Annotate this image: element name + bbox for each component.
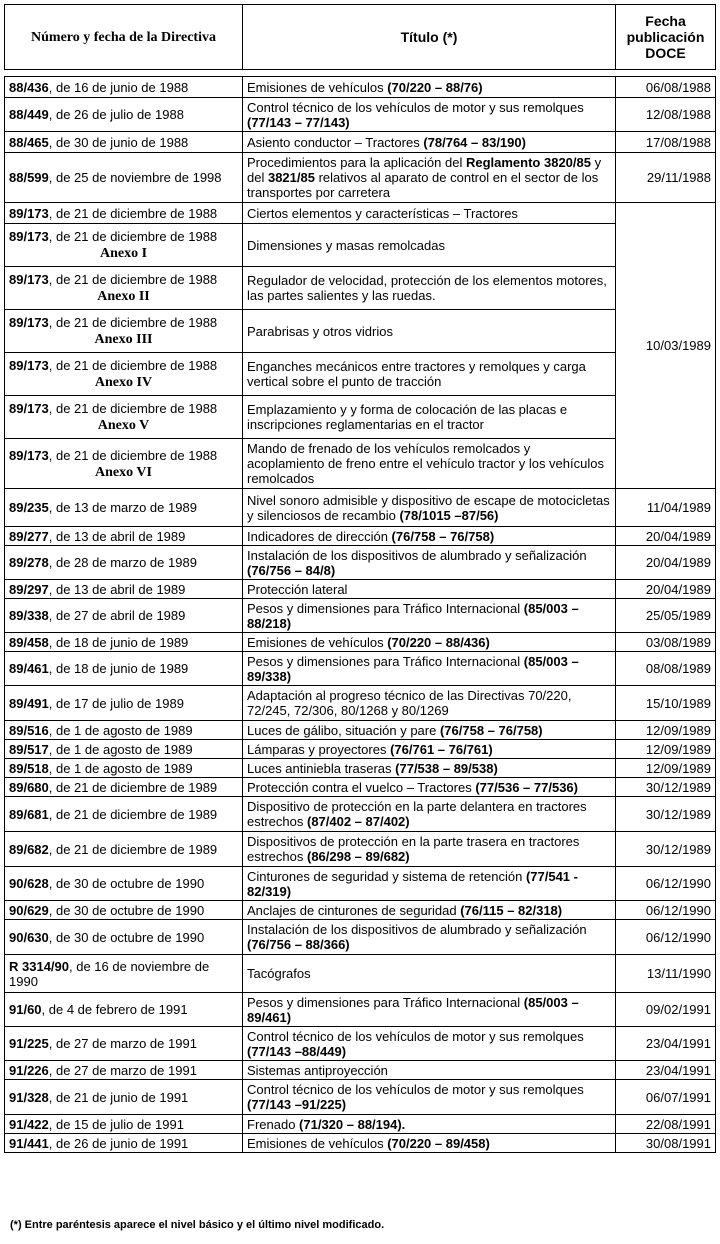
title-text: Lámparas y proyectores: [247, 741, 391, 757]
table-row: [5, 778, 716, 797]
title-reference: (77/538 – 89/538): [395, 760, 498, 776]
directive-code: 89/680: [9, 779, 49, 795]
directive-cell: [5, 132, 243, 153]
title-reference: (86/298 – 89/682): [306, 849, 410, 864]
title-cell: [243, 1080, 616, 1115]
directive-cell: [5, 310, 243, 353]
publication-date-cell: 20/04/1989: [616, 527, 716, 546]
title-reference: (77/143 – 77/143): [247, 114, 350, 130]
directive-date: , de 25 de noviembre de 1998: [48, 170, 222, 185]
directive-cell: [5, 580, 243, 599]
directive-code: 89/173: [9, 205, 49, 221]
title-text: Luces antiniebla traseras: [247, 760, 396, 776]
directive-date: , de 26 de julio de 1988: [48, 107, 184, 122]
table-row: [5, 1080, 716, 1115]
directive-code: 89/458: [9, 634, 49, 650]
title-reference: (76/756 – 84/8): [247, 562, 336, 578]
title-cell: [243, 721, 616, 740]
directive-cell: [5, 867, 243, 901]
directive-cell: [5, 652, 243, 686]
directive-code: 90/630: [9, 929, 49, 945]
title-cell: [243, 153, 616, 203]
directive-code: 89/173: [9, 447, 49, 463]
directive-date: , de 1 de agosto de 1989: [48, 741, 193, 757]
table-row: [5, 580, 716, 599]
directive-code: 91/441: [9, 1135, 49, 1151]
title-cell: [243, 1115, 616, 1134]
title-cell: [243, 832, 616, 867]
directive-cell: [5, 901, 243, 920]
directive-cell: [5, 686, 243, 721]
annex-label: Anexo V: [97, 418, 150, 433]
publication-date-cell: 22/08/1991: [616, 1115, 716, 1134]
table-row: [5, 721, 716, 740]
directives-body: [5, 77, 716, 1153]
directive-code: R 3314/90: [9, 958, 69, 974]
title-text: Tacógrafos: [247, 966, 311, 981]
table-row: [5, 1115, 716, 1134]
directive-code: 90/629: [9, 902, 49, 918]
title-cell: [243, 310, 616, 353]
directive-cell: [5, 778, 243, 797]
directive-code: 88/599: [9, 170, 49, 185]
table-row: [5, 901, 716, 920]
table-row: [5, 396, 716, 439]
directive-date: , de 27 de marzo de 1991: [48, 1062, 197, 1078]
title-text: Indicadores de dirección: [247, 528, 392, 544]
directive-date: , de 13 de marzo de 1989: [48, 500, 197, 515]
title-text: Emisiones de vehículos: [247, 634, 388, 650]
directive-date: , de 21 de junio de 1991: [48, 1089, 189, 1105]
title-text: Pesos y dimensiones para Tráfico Internacional: [247, 653, 524, 669]
directive-date: , de 30 de octubre de 1990: [48, 876, 205, 891]
title-cell: [243, 1134, 616, 1153]
directive-cell: [5, 1134, 243, 1153]
title-reference: (77/143 –88/449): [247, 1043, 347, 1059]
table-row: [5, 267, 716, 310]
directive-date: , de 17 de julio de 1989: [48, 695, 184, 711]
directive-cell: [5, 396, 243, 439]
table-row: [5, 153, 716, 203]
directive-date: , de 13 de abril de 1989: [48, 528, 186, 544]
publication-date-cell: 25/05/1989: [616, 599, 716, 633]
directive-cell: [5, 353, 243, 396]
directive-code: 91/225: [9, 1036, 49, 1051]
table-row: [5, 77, 716, 98]
title-cell: [243, 740, 616, 759]
title-text: Emplazamiento y y forma de colocación de las placas e inscripciones reglamentarias en el tractor: [247, 402, 568, 432]
directive-cell: [5, 77, 243, 98]
directive-cell: [5, 1061, 243, 1080]
publication-date-cell: 23/04/1991: [616, 1027, 716, 1061]
directive-cell: [5, 955, 243, 993]
title-text: Regulador de velocidad, protección de los elementos motores, las partes salientes y las ruedas.: [247, 273, 607, 303]
directive-cell: [5, 797, 243, 832]
title-cell: [243, 797, 616, 832]
annex-label: Anexo IV: [94, 375, 153, 390]
directive-cell: [5, 546, 243, 580]
table-row: [5, 98, 716, 132]
title-cell: [243, 439, 616, 489]
annex-label: Anexo III: [94, 332, 153, 347]
title-cell: [243, 955, 616, 993]
header-table: [4, 4, 716, 70]
table-row: [5, 132, 716, 153]
title-text: Asiento conductor – Tractores: [247, 134, 424, 150]
directive-code: 91/422: [9, 1116, 49, 1132]
title-text: Nivel sonoro admisible y dispositivo de escape de motocicletas y silenciosos de recambio: [247, 492, 610, 523]
publication-date-cell: 06/12/1990: [616, 867, 716, 901]
title-text: Adaptación al progreso técnico de las Directivas 70/220, 72/245, 72/306, 80/1268 y 80/1269: [247, 688, 572, 718]
directive-cell: [5, 267, 243, 310]
title-cell: [243, 546, 616, 580]
title-cell: [243, 686, 616, 721]
title-cell: [243, 527, 616, 546]
title-cell: [243, 396, 616, 439]
directive-date: , de 21 de diciembre de 1988: [48, 272, 218, 287]
table-row: [5, 599, 716, 633]
directive-code: 89/173: [9, 401, 49, 416]
directive-date: , de 30 de octubre de 1990: [48, 929, 205, 945]
title-text: Cinturones de seguridad y sistema de retención: [247, 868, 526, 884]
title-reference: (76/758 – 76/758): [391, 528, 495, 544]
table-row: [5, 759, 716, 778]
directive-date: , de 21 de diciembre de 1989: [48, 779, 218, 795]
title-text: Protección contra el vuelco – Tractores: [247, 779, 476, 795]
publication-date-cell: 12/09/1989: [616, 740, 716, 759]
directive-cell: [5, 740, 243, 759]
title-cell: [243, 77, 616, 98]
title-cell: [243, 1027, 616, 1061]
table-row: [5, 633, 716, 652]
publication-date-cell: 06/12/1990: [616, 901, 716, 920]
directive-cell: [5, 832, 243, 867]
publication-date-cell: 15/10/1989: [616, 686, 716, 721]
directive-date: , de 26 de junio de 1991: [48, 1135, 189, 1151]
table-row: [5, 920, 716, 955]
header-directive: Número y fecha de la Directiva: [5, 5, 243, 70]
title-text: Control técnico de los vehículos de motor y sus remolques: [247, 1028, 584, 1044]
title-text: Control técnico de los vehículos de motor y sus remolques: [247, 1082, 584, 1097]
title-reference: (77/536 – 77/536): [475, 779, 578, 795]
directive-code: 89/278: [9, 555, 49, 570]
table-row: [5, 686, 716, 721]
directive-cell: [5, 489, 243, 527]
header-publication-date: [616, 5, 716, 70]
annex-label: Anexo VI: [95, 464, 152, 480]
directive-code: 89/491: [9, 695, 49, 711]
title-cell: [243, 759, 616, 778]
header-pub-line1: Fecha: [645, 13, 686, 29]
table-row: [5, 224, 716, 267]
title-reference: (70/220 – 88/436): [387, 634, 490, 650]
publication-date-cell: 06/12/1990: [616, 920, 716, 955]
table-row: [5, 993, 716, 1027]
table-row: [5, 310, 716, 353]
publication-date-cell: 08/08/1989: [616, 652, 716, 686]
directive-code: 91/60: [9, 1002, 42, 1017]
directive-date: , de 16 de junio de 1988: [48, 79, 189, 95]
directive-code: 88/436: [9, 79, 49, 95]
title-cell: [243, 652, 616, 686]
table-row: [5, 439, 716, 489]
directive-date: , de 21 de diciembre de 1988: [48, 229, 218, 244]
directive-date: , de 18 de junio de 1989: [48, 634, 189, 650]
title-cell: [243, 353, 616, 396]
directive-cell: [5, 224, 243, 267]
directive-date: , de 27 de marzo de 1991: [48, 1036, 197, 1051]
table-row: [5, 652, 716, 686]
title-reference: (70/220 – 88/76): [387, 79, 483, 95]
table-row: [5, 353, 716, 396]
title-reference: 3821/85: [267, 170, 315, 185]
publication-date-cell: 12/08/1988: [616, 98, 716, 132]
title-reference: (76/115 – 82/318): [460, 902, 563, 918]
directive-cell: [5, 1080, 243, 1115]
directive-date: , de 21 de diciembre de 1988: [48, 315, 218, 330]
directive-code: 89/518: [9, 760, 49, 776]
directive-date: , de 21 de diciembre de 1988: [48, 447, 218, 463]
publication-date-cell: 23/04/1991: [616, 1061, 716, 1080]
directive-date: , de 13 de abril de 1989: [48, 581, 186, 597]
title-reference: (85/003 – 88/218): [247, 600, 579, 631]
publication-date-cell: 11/04/1989: [616, 489, 716, 527]
directive-code: 88/449: [9, 107, 49, 122]
table-row: [5, 1134, 716, 1153]
directive-date: , de 18 de junio de 1989: [48, 661, 189, 676]
footnote: (*) Entre paréntesis aparece el nivel básico y el último nivel modificado.: [10, 1219, 385, 1231]
directive-cell: [5, 633, 243, 652]
publication-date-cell: 30/12/1989: [616, 778, 716, 797]
title-reference: (76/761 – 76/761): [390, 741, 493, 757]
publication-date-cell: 06/08/1988: [616, 77, 716, 98]
title-text: Ciertos elementos y características – Tractores: [247, 205, 518, 221]
title-text: relativos al aparato de control en el sector de los transportes por carretera: [247, 170, 599, 200]
directive-cell: [5, 439, 243, 489]
title-text: Pesos y dimensiones para Tráfico Internacional: [247, 600, 524, 616]
directive-code: 91/226: [9, 1062, 49, 1078]
title-cell: [243, 132, 616, 153]
title-cell: [243, 993, 616, 1027]
publication-date-cell: 17/08/1988: [616, 132, 716, 153]
directive-cell: [5, 599, 243, 633]
title-text: Instalación de los dispositivos de alumbrado y señalización: [247, 922, 587, 937]
title-cell: [243, 778, 616, 797]
title-cell: [243, 901, 616, 920]
title-reference: (85/003 – 89/461): [247, 994, 579, 1025]
directive-cell: [5, 993, 243, 1027]
directive-date: , de 27 de abril de 1989: [48, 608, 186, 623]
title-text: Instalación de los dispositivos de alumbrado y señalización: [247, 547, 587, 563]
title-reference: (85/003 – 89/338): [247, 653, 579, 684]
publication-date-cell: 12/09/1989: [616, 721, 716, 740]
title-cell: [243, 633, 616, 652]
publication-date-cell: 30/08/1991: [616, 1134, 716, 1153]
title-text: Parabrisas y otros vidrios: [247, 323, 393, 339]
title-reference: (77/143 –91/225): [247, 1097, 347, 1112]
title-reference: (71/320 – 88/194).: [299, 1116, 406, 1132]
directive-date: , de 21 de diciembre de 1988: [48, 358, 218, 373]
title-text: Dispositivo de protección en la parte delantera en tractores estrechos: [247, 799, 587, 829]
annex-label: Anexo I: [99, 246, 148, 261]
title-text: Mando de frenado de los vehículos remolcados y acoplamiento de freno entre el vehículo tractor y los vehículos remolcados: [247, 441, 604, 486]
directive-cell: [5, 721, 243, 740]
directive-code: 91/328: [9, 1089, 49, 1105]
directive-code: 89/277: [9, 528, 49, 544]
table-row: [5, 203, 716, 224]
table-row: [5, 527, 716, 546]
header-pub-line3: DOCE: [645, 45, 686, 61]
directive-date: , de 30 de junio de 1988: [48, 134, 189, 150]
directive-date: , de 4 de febrero de 1991: [41, 1002, 188, 1017]
publication-date-cell: 12/09/1989: [616, 759, 716, 778]
directive-code: 89/173: [9, 229, 49, 244]
publication-date-cell: 29/11/1988: [616, 153, 716, 203]
publication-date-cell: 10/03/1989: [616, 203, 716, 489]
title-text: Protección lateral: [247, 581, 348, 597]
table-row: [5, 1061, 716, 1080]
directive-code: 89/297: [9, 581, 49, 597]
header-row: [5, 5, 716, 70]
title-text: Emisiones de vehículos: [247, 1135, 388, 1151]
title-reference: (78/764 – 83/190): [423, 134, 526, 150]
directive-code: 89/338: [9, 608, 49, 623]
title-reference: (77/541 - 82/319): [247, 868, 578, 899]
publication-date-cell: 09/02/1991: [616, 993, 716, 1027]
title-text: Sistemas antiproyección: [247, 1062, 388, 1078]
title-text: Frenado: [247, 1116, 300, 1132]
directive-date: , de 28 de marzo de 1989: [48, 555, 197, 570]
title-reference: (76/756 – 88/366): [247, 937, 350, 952]
title-cell: [243, 1061, 616, 1080]
directive-date: , de 21 de diciembre de 1988: [48, 205, 218, 221]
directive-code: 88/465: [9, 134, 49, 150]
title-cell: [243, 203, 616, 224]
annex-label: Anexo II: [97, 289, 150, 304]
title-cell: [243, 920, 616, 955]
title-cell: [243, 224, 616, 267]
title-text: Enganches mecánicos entre tractores y remolques y carga vertical sobre el punto de tracción: [247, 359, 586, 389]
title-text: Dispositivos de protección en la parte trasera en tractores estrechos: [247, 834, 580, 864]
directive-date: , de 21 de diciembre de 1989: [48, 841, 218, 857]
title-text: Emisiones de vehículos: [247, 79, 388, 95]
table-row: [5, 955, 716, 993]
title-text: Procedimientos para la aplicación del: [247, 155, 466, 170]
directive-cell: [5, 920, 243, 955]
header-title: Título (*): [243, 5, 616, 70]
title-text: Anclajes de cinturones de seguridad: [247, 902, 461, 918]
publication-date-cell: 03/08/1989: [616, 633, 716, 652]
directive-date: , de 30 de octubre de 1990: [48, 902, 205, 918]
directive-cell: [5, 759, 243, 778]
publication-date-cell: 30/12/1989: [616, 797, 716, 832]
table-row: [5, 740, 716, 759]
title-cell: [243, 867, 616, 901]
title-text: Luces de gálibo, situación y pare: [247, 722, 440, 738]
directive-date: , de 1 de agosto de 1989: [48, 760, 193, 776]
directive-code: 89/682: [9, 841, 49, 857]
directive-code: 89/173: [9, 272, 49, 287]
publication-date-cell: 30/12/1989: [616, 832, 716, 867]
title-cell: [243, 580, 616, 599]
header-pub-line2: publicación: [626, 29, 705, 45]
directive-date: , de 15 de julio de 1991: [48, 1116, 184, 1132]
directive-date: , de 21 de diciembre de 1989: [48, 806, 218, 822]
table-row: [5, 832, 716, 867]
directive-cell: [5, 527, 243, 546]
directive-cell: [5, 153, 243, 203]
directive-cell: [5, 1115, 243, 1134]
publication-date-cell: 06/07/1991: [616, 1080, 716, 1115]
table-row: [5, 867, 716, 901]
directive-code: 89/461: [9, 661, 49, 676]
title-cell: [243, 267, 616, 310]
title-reference: (78/1015 –87/56): [399, 507, 499, 523]
directive-code: 90/628: [9, 876, 49, 891]
directive-cell: [5, 98, 243, 132]
publication-date-cell: 13/11/1990: [616, 955, 716, 993]
title-text: Pesos y dimensiones para Tráfico Internacional: [247, 994, 524, 1010]
table-row: [5, 1027, 716, 1061]
directive-date: , de 21 de diciembre de 1988: [48, 401, 218, 416]
title-cell: [243, 98, 616, 132]
title-reference: Reglamento 3820/85: [465, 155, 591, 170]
title-text: Dimensiones y masas remolcadas: [247, 237, 445, 253]
title-text: y del: [247, 155, 602, 185]
title-cell: [243, 489, 616, 527]
title-text: Control técnico de los vehículos de motor y sus remolques: [247, 99, 584, 115]
directives-table: [4, 76, 716, 1153]
title-cell: [243, 599, 616, 633]
title-reference: (76/758 – 76/758): [439, 722, 543, 738]
directive-code: 89/517: [9, 741, 49, 757]
directive-cell: [5, 203, 243, 224]
directive-code: 89/173: [9, 315, 49, 330]
directive-code: 89/235: [9, 500, 49, 515]
publication-date-cell: 20/04/1989: [616, 546, 716, 580]
title-reference: (70/220 – 89/458): [387, 1135, 490, 1151]
directive-code: 89/681: [9, 806, 49, 822]
table-row: [5, 546, 716, 580]
title-reference: (87/402 – 87/402): [306, 814, 410, 829]
directive-cell: [5, 1027, 243, 1061]
directive-date: , de 1 de agosto de 1989: [48, 722, 193, 738]
table-row: [5, 489, 716, 527]
directive-date: , de 16 de noviembre de 1990: [9, 958, 210, 989]
table-row: [5, 797, 716, 832]
directive-code: 89/516: [9, 722, 49, 738]
directive-code: 89/173: [9, 358, 49, 373]
publication-date-cell: 20/04/1989: [616, 580, 716, 599]
